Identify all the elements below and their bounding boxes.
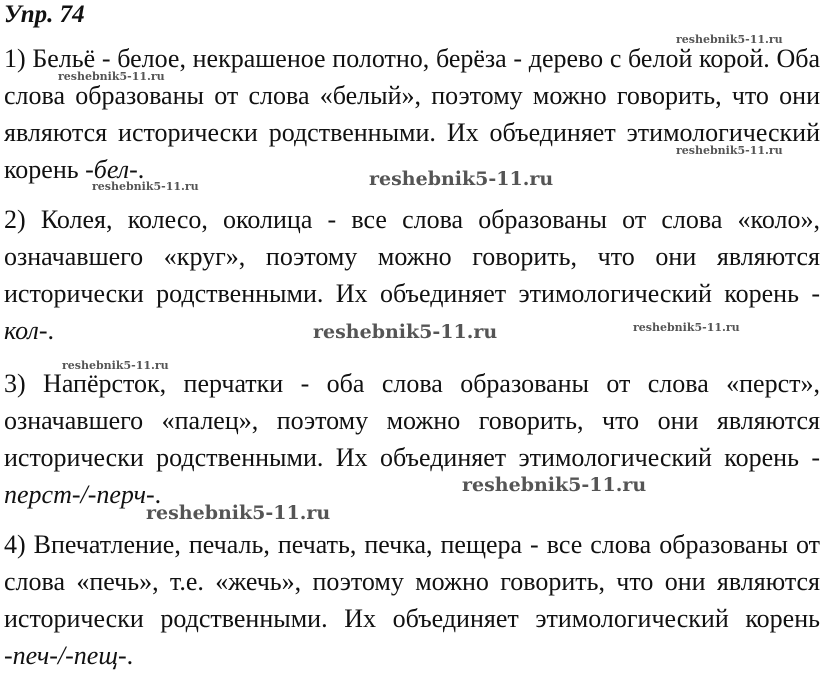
exercise-title: Упр. 74 [4,1,85,28]
paragraph-1-root: -бел- [85,155,138,184]
watermark: reshebnik5-11.ru [676,33,783,46]
watermark: reshebnik5-11.ru [676,144,783,157]
watermark: reshebnik5-11.ru [92,180,199,193]
paragraph-2 [4,201,820,349]
paragraph-1-text: 1) Бельё - белое, некрашеное полотно, берёза - дерево с белой корой. Оба слова образованы от слова «белый», поэтому можно говорить, что они являются исторически родственными. Их объединяет этимологический корень [4,44,820,184]
watermark: reshebnik5-11.ru [633,321,740,334]
paragraph-3-root: перст-/-перч- [4,480,155,509]
paragraph-4-text: 4) Впечатление, печаль, печать, печка, пещера - все слова образованы от слова «печь», т.е. «жечь», поэтому можно говорить, что они являются исторически родственными. Их объединяет этимологический корень [4,530,820,633]
paragraph-2-text: 2) Колея, колесо, околица - все слова образованы от слова «коло», означавшего «круг», поэтому можно говорить, что они являются исторически родственными. Их объединяет этимологический корень - [4,205,820,308]
watermark: reshebnik5-11.ru [62,359,169,372]
watermark: reshebnik5-11.ru [313,321,498,343]
paragraph-2-end: . [47,316,55,345]
paragraph-4-root: -печ-/-пещ- [4,641,127,670]
watermark: reshebnik5-11.ru [58,70,165,83]
paragraph-4-end: . [126,641,134,670]
paragraph-3 [4,365,820,513]
paragraph-1 [4,40,820,188]
watermark: reshebnik5-11.ru [369,168,554,190]
watermark: reshebnik5-11.ru [462,474,647,496]
watermark: reshebnik5-11.ru [146,502,331,524]
paragraph-3-end: . [154,480,162,509]
paragraph-2-root: кол- [4,316,48,345]
paragraph-3-text: 3) Напёрсток, перчатки - оба слова образованы от слова «перст», означавшего «палец», поэтому можно говорить, что они являются исторически родственными. Их объединяет этимологический корень - [4,369,820,472]
paragraph-4 [4,526,820,674]
paragraph-1-end: . [137,155,145,184]
